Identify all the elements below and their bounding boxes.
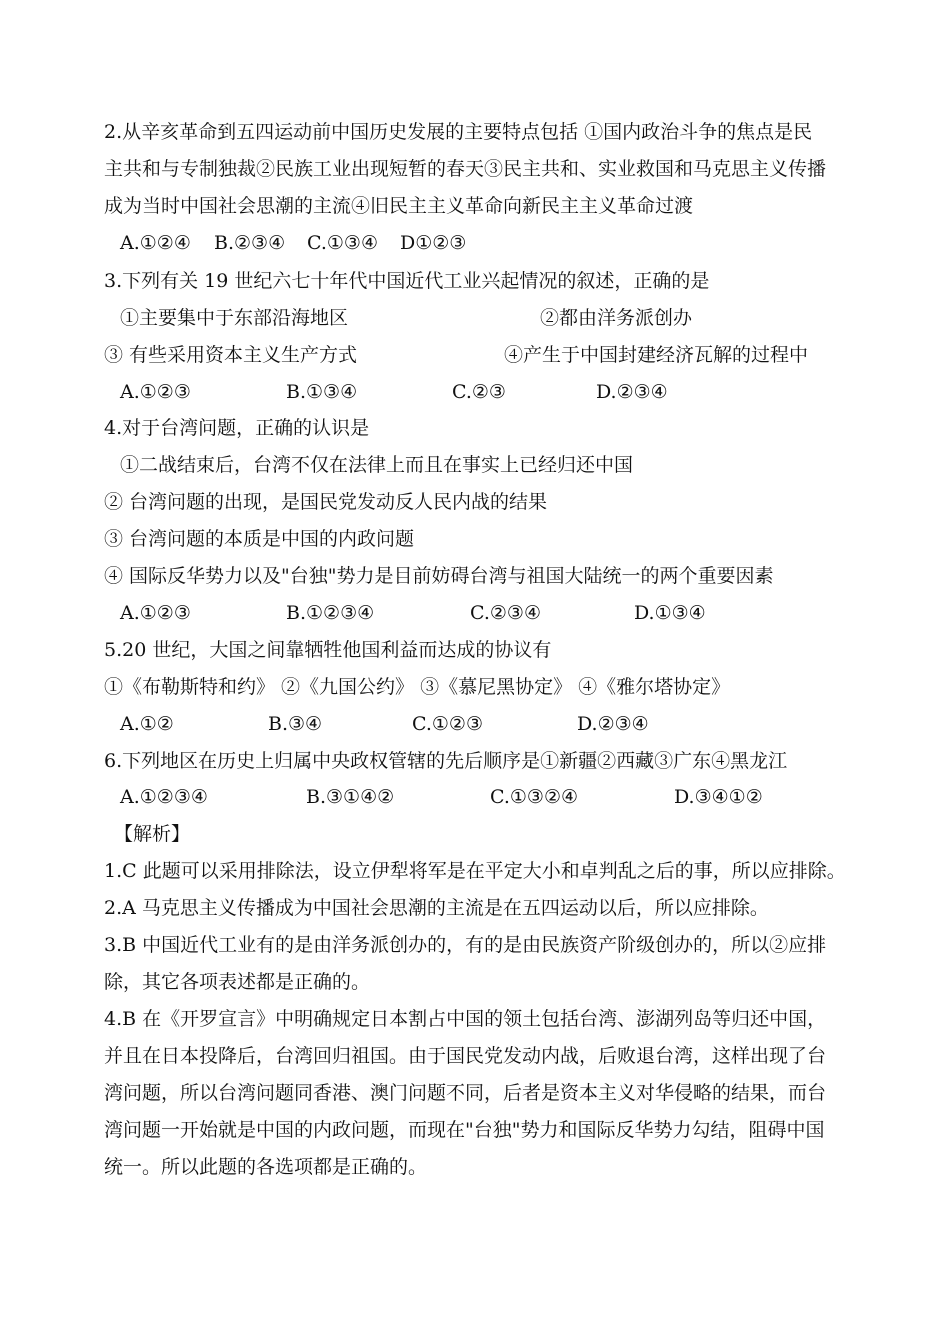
q3-item-1: ①主要集中于东部沿海地区 bbox=[120, 307, 349, 329]
q3-options bbox=[120, 377, 920, 407]
q3-item-2: ②都由洋务派创办 bbox=[540, 307, 693, 329]
q5-option-b: B.③④ bbox=[268, 713, 323, 735]
q3-option-c: C.②③ bbox=[452, 381, 506, 403]
q5-option-d: D.②③④ bbox=[577, 713, 649, 735]
q4-option-d: D.①③④ bbox=[634, 602, 706, 624]
q2-option-c: C.①③④ bbox=[307, 232, 378, 254]
q3-option-b: B.①③④ bbox=[286, 381, 358, 403]
q2-option-b: B.②③④ bbox=[214, 232, 286, 254]
q5-options bbox=[120, 709, 920, 739]
analysis-line-1: 1.C 此题可以采用排除法，设立伊犁将军是在平定大小和卓判乱之后的事，所以应排除。 bbox=[104, 860, 846, 882]
q6-option-c: C.①③②④ bbox=[490, 786, 579, 808]
q3-items-row-2 bbox=[104, 340, 924, 370]
q3-option-d: D.②③④ bbox=[596, 381, 668, 403]
analysis-line-4: 除，其它各项表述都是正确的。 bbox=[104, 971, 371, 993]
analysis-line-2: 2.A 马克思主义传播成为中国社会思潮的主流是在五四运动以后，所以应排除。 bbox=[104, 897, 769, 919]
q6-stem: 6.下列地区在历史上归属中央政权管辖的先后顺序是①新疆②西藏③广东④黑龙江 bbox=[104, 750, 788, 772]
q5-items: ①《布勒斯特和约》 ②《九国公约》 ③《慕尼黑协定》 ④《雅尔塔协定》 bbox=[104, 676, 731, 698]
q4-item-3: ③ 台湾问题的本质是中国的内政问题 bbox=[104, 528, 415, 550]
q5-stem: 5.20 世纪，大国之间靠牺牲他国利益而达成的协议有 bbox=[104, 639, 552, 661]
q2-option-a: A.①②④ bbox=[120, 232, 191, 254]
q4-option-c: C.②③④ bbox=[470, 602, 541, 624]
q4-item-4: ④ 国际反华势力以及"台独"势力是目前妨碍台湾与祖国大陆统一的两个重要因素 bbox=[104, 565, 774, 587]
analysis-heading: 【解析】 bbox=[114, 823, 191, 845]
q4-stem: 4.对于台湾问题，正确的认识是 bbox=[104, 417, 370, 439]
q2-line-3: 成为当时中国社会思潮的主流④旧民主主义革命向新民主主义革命过渡 bbox=[104, 195, 694, 217]
q2-line-2: 主共和与专制独裁②民族工业出现短暂的春天③民主共和、实业救国和马克思主义传播 bbox=[104, 158, 827, 180]
q2-option-d: D①②③ bbox=[400, 232, 467, 254]
q3-item-4: ④产生于中国封建经济瓦解的过程中 bbox=[504, 344, 809, 366]
q4-options bbox=[120, 598, 920, 628]
analysis-line-7: 湾问题，所以台湾问题同香港、澳门问题不同，后者是资本主义对华侵略的结果，而台 bbox=[104, 1082, 827, 1104]
analysis-line-9: 统一。所以此题的各选项都是正确的。 bbox=[104, 1156, 428, 1178]
q5-option-a: A.①② bbox=[120, 713, 174, 735]
q3-items-row-1 bbox=[104, 303, 924, 333]
analysis-line-3: 3.B 中国近代工业有的是由洋务派创办的，有的是由民族资产阶级创办的，所以②应排 bbox=[104, 934, 827, 956]
q6-option-d: D.③④①② bbox=[674, 786, 763, 808]
q6-option-a: A.①②③④ bbox=[120, 786, 208, 808]
analysis-line-5: 4.B 在《开罗宣言》中明确规定日本割占中国的领土包括台湾、澎湖列岛等归还中国， bbox=[104, 1008, 827, 1030]
q5-option-c: C.①②③ bbox=[412, 713, 483, 735]
q6-option-b: B.③①④② bbox=[306, 786, 395, 808]
q3-stem: 3.下列有关 19 世纪六七十年代中国近代工业兴起情况的叙述，正确的是 bbox=[104, 270, 710, 292]
q3-option-a: A.①②③ bbox=[120, 381, 191, 403]
q3-item-3: ③ 有些采用资本主义生产方式 bbox=[104, 344, 358, 366]
q4-item-1: ①二战结束后，台湾不仅在法律上而且在事实上已经归还中国 bbox=[120, 454, 634, 476]
analysis-line-8: 湾问题一开始就是中国的内政问题，而现在"台独"势力和国际反华势力勾结，阻碍中国 bbox=[104, 1119, 825, 1141]
q2-line-1: 2.从辛亥革命到五四运动前中国历史发展的主要特点包括 ①国内政治斗争的焦点是民 bbox=[104, 121, 813, 143]
q2-options bbox=[120, 228, 920, 258]
q6-options bbox=[120, 782, 920, 812]
analysis-line-6: 并且在日本投降后，台湾回归祖国。由于国民党发动内战，后败退台湾，这样出现了台 bbox=[104, 1045, 827, 1067]
q4-option-b: B.①②③④ bbox=[286, 602, 375, 624]
q4-option-a: A.①②③ bbox=[120, 602, 191, 624]
q4-item-2: ② 台湾问题的出现，是国民党发动反人民内战的结果 bbox=[104, 491, 548, 513]
